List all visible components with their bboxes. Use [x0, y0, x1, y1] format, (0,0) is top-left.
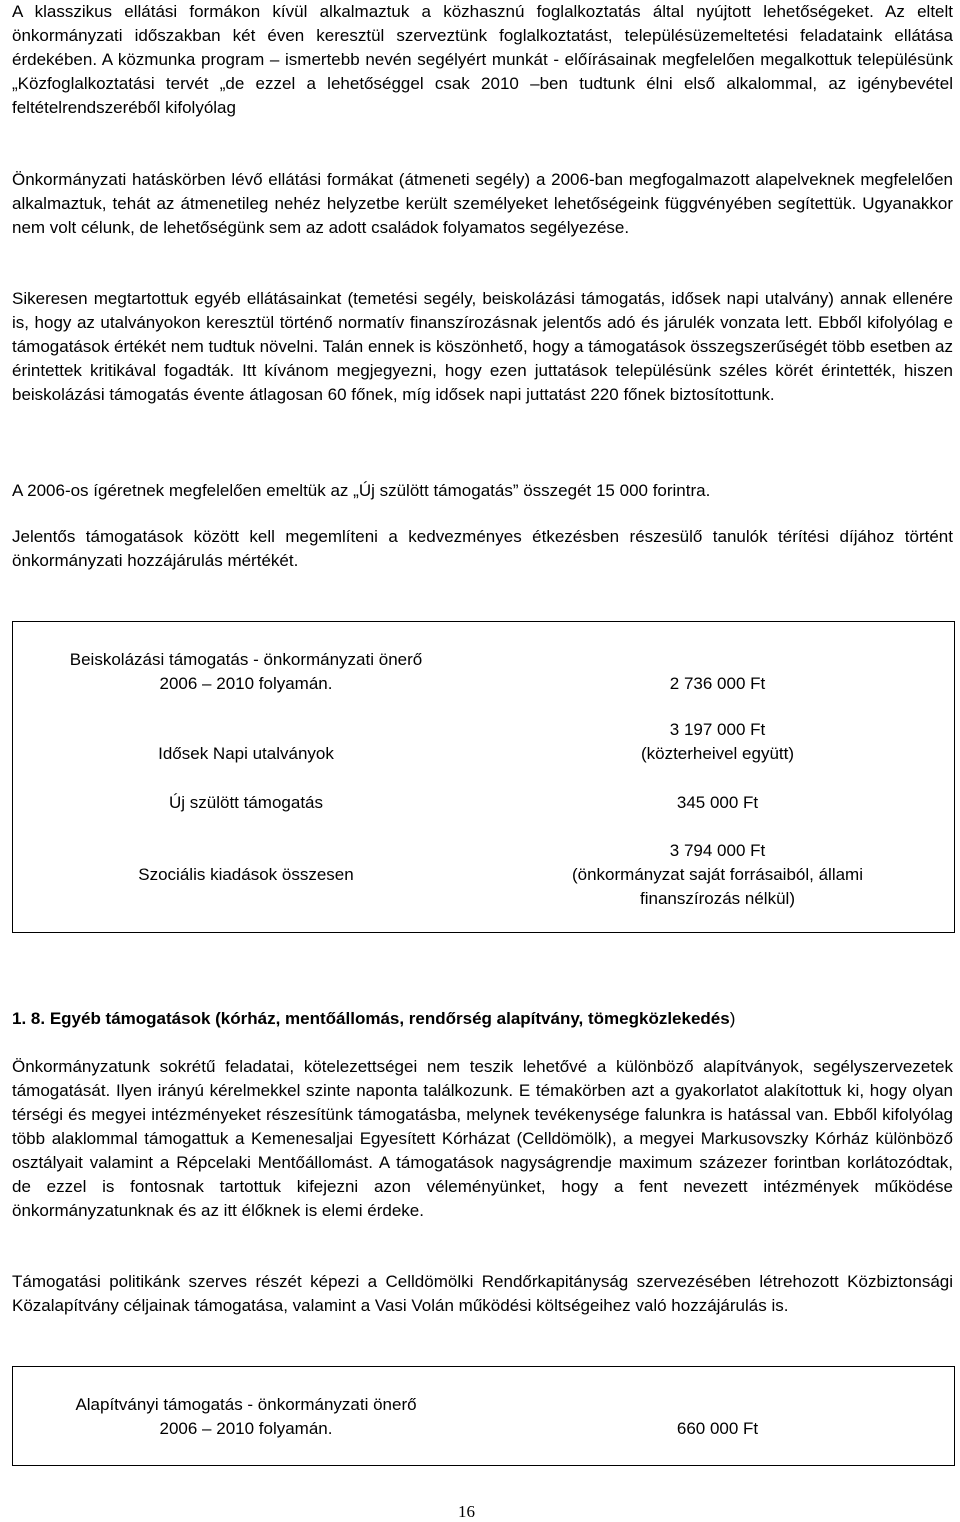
paragraph-police-foundation: Támogatási politikánk szerves részét képezi a Celldömölki Rendőrkapitányság szervezésében létrehozott Közbiztonsági Közalapítvány céljainak támogatása, valamint a Vasi Volán működési költségeihez való hozzájárulás is.: [12, 1272, 953, 1315]
social-expenses-table: [12, 621, 955, 933]
table-cell-label: Idősek Napi utalványok: [158, 744, 334, 763]
section-title: Egyéb támogatások (kórház, mentőállomás, rendőrség alapítvány, tömegközlekedés: [49, 1009, 730, 1028]
paragraph-other-benefits: Sikeresen megtartottuk egyéb ellátásainkat (temetési segély, beiskolázási támogatás, idősek napi utalvány) annak ellenére is, hogy az utalványokon keresztül történő normatív finanszírozásnak jelentős adó és járulék vonzata lett. Ebből kifolyólag e támogatások értékét nem tudtuk növelni. Talán ennek is köszönhető, hogy a támogatások összegszerűségét több esetben az érintettek kritikával fogadták. Itt kívánom megjegyezni, hogy ezen juttatások településünk széles körét érintették, hiszen beiskolázási támogatás évente átlagosan 60 főnek, míg idősek napi juttatást 220 főnek biztosítottunk.: [12, 289, 953, 404]
table-cell-label: Beiskolázási támogatás - önkormányzati önerő 2006 – 2010 folyamán.: [69, 650, 423, 693]
section-number: 1. 8.: [12, 1009, 50, 1028]
paragraph-local-aid: Önkormányzati hatáskörben lévő ellátási formákat (átmeneti segély) a 2006-ban megfogalmazott alapelveknek megfelelően alkalmaztuk, tehát az átmenetileg nehéz helyzetbe került személyeket lehetőségeink függvényében segítettük. Ugyanakkor nem volt célunk, de lehetőségünk sem az adott családok folyamatos segélyezése.: [12, 170, 953, 237]
paragraph-newborn-support: A 2006-os ígéretnek megfelelően emeltük az „Új szülött támogatás” összegét 15 000 forintra.: [12, 481, 711, 500]
table-cell-value: 3 794 000 Ft (önkormányzat saját forrásaiból, állami finanszírozás nélkül): [571, 841, 863, 908]
table-cell-value: 3 197 000 Ft (közterheivel együtt): [640, 720, 795, 763]
table-cell-value: 345 000 Ft: [676, 793, 759, 812]
table-cell-label: Szociális kiadások összesen: [138, 865, 354, 884]
table-cell-value: 660 000 Ft: [676, 1419, 759, 1438]
paragraph-institution-support: Önkormányzatunk sokrétű feladatai, kötelezettségei nem teszik lehetővé a különböző alapítványok, segélyszervezetek támogatását. Ilyen irányú kérelmekkel szinte naponta találkozunk. E témakörben azt a gyakorlatot alakítottuk ki, hogy olyan térségi és megyei intézményeket részesítünk támogatásba, melynek tevékenysége falunkra is hatással van. Ebből kifolyólag több alaklommal támogattuk a Kemenesaljai Egyesített Kórházat (Celldömölk), a megyei Markusovszky Kórház különböző osztályait valamint a Répcelaki Mentőállomást. A támogatások nagyságrendje maximum százezer forintban korlátozódtak, de ezzel is fontosnak tartottuk kifejezni azon véleményünket, hogy a fent nevezett intézmények működése önkormányzatunknak és az itt élőknek is elemi érdeke.: [12, 1057, 953, 1220]
section-title-tail: ): [729, 1009, 736, 1028]
table-cell-value: 2 736 000 Ft: [669, 674, 766, 693]
table-cell-label: Alapítványi támogatás - önkormányzati önerő 2006 – 2010 folyamán.: [75, 1395, 417, 1438]
paragraph-public-work: A klasszikus ellátási formákon kívül alkalmaztuk a közhasznú foglalkoztatás által nyújtott lehetőségeket. Az eltelt önkormányzati időszakban két éven keresztül szerveztünk foglalkoztatást, településüzemeltetési feladataink ellátása érdekében. A közmunka program – ismertebb nevén segélyért munkát - előírásainak megfelelően megalkottuk településünk „Közfoglalkoztatási tervét „de ezzel a lehetőséggel csak 2010 –ben tudtunk élni első alkalommal, az igénybevétel feltételrendszeréből kifolyólag: [12, 2, 953, 117]
paragraph-meal-subsidy: Jelentős támogatások között kell megemlíteni a kedvezményes étkezésben részesülő tanulók térítési díjához történt önkormányzati hozzájárulás mértékét.: [12, 527, 953, 570]
table-cell-label: Új szülött támogatás: [168, 793, 323, 812]
section-heading: [12, 1007, 735, 1031]
page-number: 16: [458, 1502, 475, 1521]
foundation-support-table: [12, 1366, 955, 1466]
